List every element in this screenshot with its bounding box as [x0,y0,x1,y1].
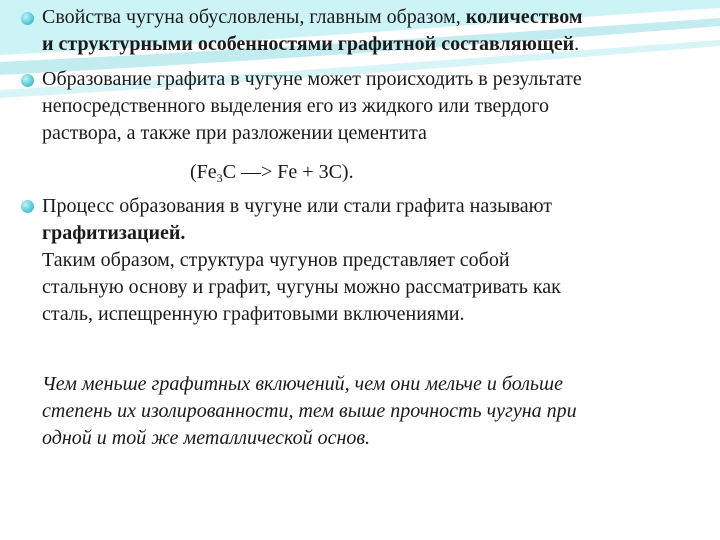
bold-term: графитизацией. [42,222,186,244]
text-line: Процесс образования в чугуне или стали графита называют [42,195,553,217]
text-line: степень их изолированности, тем выше прочность чугуна при [42,400,577,422]
text-line: Чем меньше графитных включений, чем они мельче и больше [42,373,564,395]
bold-term: количеством [465,6,583,28]
bullet-marker [21,74,34,87]
text-line: Таким образом, структура чугунов представляет собой [42,249,510,271]
text-line: одной и той же металлической основ. [42,427,371,449]
formula-part: (Fe [190,161,217,183]
formula-subscript: 3 [216,171,223,185]
text-line: непосредственного выделения его из жидкого или твердого [42,95,550,117]
text-segment: . [574,33,580,55]
text-line: раствора, а также при разложении цементита [42,122,427,144]
text-line: сталь, испещренную графитовыми включениями. [42,303,465,325]
formula-part: C —> Fe + 3C). [222,161,354,183]
bold-term: и структурными особенностями графитной составляющей [42,33,575,55]
bullet-marker [21,12,34,25]
bullet-1-text [42,4,702,58]
chemical-formula [190,159,354,192]
bullet-3-text [42,193,702,328]
italic-note [42,371,702,452]
text-line: стальную основу и графит, чугуны можно рассматривать как [42,276,561,298]
bullet-marker [21,200,34,213]
text-segment: Свойства чугуна обусловлены, главным образом, [42,6,466,28]
bullet-2-text [42,66,702,147]
text-line: Образование графита в чугуне может происходить в результате [42,68,582,90]
